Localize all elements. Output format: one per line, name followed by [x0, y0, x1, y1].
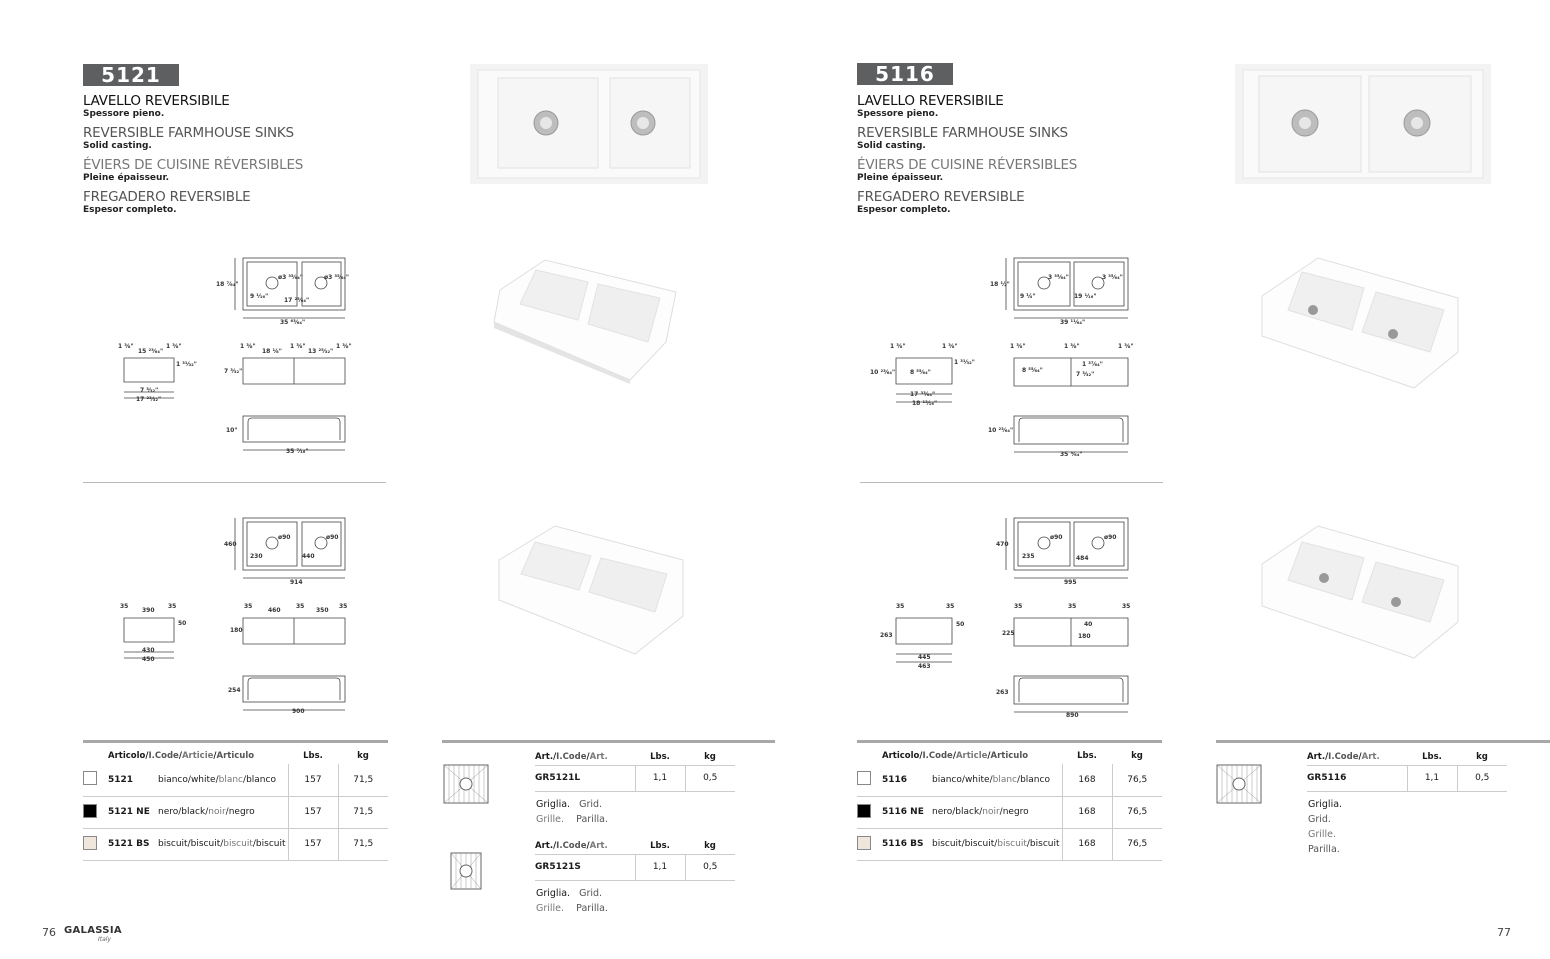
row-lbs: 157 [288, 828, 338, 860]
title-it: LAVELLO REVERSIBILE [857, 93, 1004, 109]
accessory-description-right: Griglia. Grid. Grille. Parilla. [1308, 799, 1343, 855]
dim-d1: 1 ³¹⁄₃₂" [176, 361, 197, 368]
brand-sub: Italy [98, 936, 112, 943]
color-swatch-black [83, 804, 97, 818]
dim-mm-d3: 40 [1084, 621, 1093, 628]
dim-mm-d1: 50 [956, 621, 965, 628]
table-top-rule [83, 740, 388, 743]
dim-s2: 15 ²³⁄₆₄" [138, 348, 164, 355]
acc-code: GR5121S [535, 854, 635, 880]
title-es: FREGADERO REVERSIBLE [857, 189, 1025, 205]
dim-s1: 1 ³⁄₈" [118, 343, 134, 350]
subtitle-it: Spessore pieno. [83, 109, 165, 119]
dim-s5: 18 ¹⁄₈" [262, 348, 282, 355]
dim-side-w2: 18 ¹³⁄₁₆" [912, 400, 938, 407]
dim-x1: 9 ¼" [1020, 293, 1036, 300]
dim-mm-top-height: 470 [996, 541, 1009, 548]
dim-d2: 7 ³⁄₃₂" [224, 368, 243, 375]
dim-mm-side-w2: 463 [918, 663, 931, 670]
row-color: biscuit/biscuit/biscuit/biscuit [932, 828, 1062, 860]
title-es: FREGADERO REVERSIBLE [83, 189, 251, 205]
grid-accessory-small-icon [450, 852, 482, 890]
acc-kg: 0,5 [685, 854, 735, 880]
dim-mm-d4: 180 [1078, 633, 1091, 640]
dim-mm-top-height: 460 [224, 541, 237, 548]
mm-technical-drawing-right [866, 510, 1146, 722]
dim-mm-hole1: ø90 [1050, 534, 1063, 541]
acc-kg: 0,5 [1457, 765, 1507, 791]
dim-mm-s1: 35 [120, 603, 129, 610]
dim-mm-s7: 350 [316, 607, 329, 614]
dim-top-height: 18 ½" [990, 281, 1010, 288]
product-table-right [857, 750, 1162, 861]
color-swatch-biscuit [857, 836, 871, 850]
accessory-top-rule-right [1216, 740, 1550, 743]
acc-header-lbs: Lbs. [1422, 752, 1442, 763]
accessory-table-2 [535, 841, 735, 881]
dim-top-width: 35 ⁶³⁄₆₄" [280, 319, 306, 326]
dim-mm-s8: 35 [339, 603, 348, 610]
accessory-table-1 [535, 752, 735, 792]
dim-x2: 17 ²³⁄₆₄" [284, 297, 310, 304]
dim-d2: 8 ⁵⁵⁄₆₄" [910, 369, 931, 376]
dim-s1: 1 ³⁄₈" [890, 343, 906, 350]
dim-hole1: ø3 ³⁵⁄₆₄" [278, 274, 304, 281]
dim-s4: 1 ³⁄₈" [1064, 343, 1080, 350]
table-row [83, 796, 388, 828]
dim-mm-x1: 235 [1022, 553, 1035, 560]
dim-mm-hole2: ø90 [326, 534, 339, 541]
table-header-kg: kg [1131, 750, 1143, 761]
dim-mm-s1: 35 [896, 603, 905, 610]
dim-x1: 9 ¹⁄₁₆" [250, 293, 269, 300]
dim-d4: 8 ⁵⁵⁄₆₄" [1022, 367, 1043, 374]
row-code: 5121 NE [108, 796, 158, 828]
row-code: 5121 [108, 764, 158, 796]
table-header-lbs: Lbs. [303, 750, 323, 761]
dim-mm-d2: 180 [230, 627, 243, 634]
dim-mm-x1: 230 [250, 553, 263, 560]
subtitle-en: Solid casting. [83, 141, 152, 151]
inch-technical-drawing [110, 250, 390, 460]
product-code-badge: 5121 [83, 64, 179, 86]
table-header-article: Articolo/I.Code/Articie/Articulo [108, 750, 255, 761]
row-color: bianco/white/blanc/blanco [158, 764, 288, 796]
acc-header-kg: kg [1476, 752, 1488, 763]
acc-code: GR5116 [1307, 765, 1407, 791]
dim-mm-s4: 35 [1068, 603, 1077, 610]
product-title-block-right [857, 94, 1177, 223]
dim-s6: 1 ³⁄₈" [290, 343, 306, 350]
table-row [857, 828, 1162, 860]
title-en: REVERSIBLE FARMHOUSE SINKS [857, 125, 1068, 141]
acc-code: GR5121L [535, 765, 635, 791]
subtitle-es: Espesor completo. [83, 205, 177, 215]
inch-technical-drawing-right [866, 250, 1146, 462]
dim-mm-s4: 35 [244, 603, 253, 610]
dim-mm-hole2: ø90 [1104, 534, 1117, 541]
table-row [535, 854, 735, 880]
subtitle-en: Solid casting. [857, 141, 926, 151]
dim-mm-s3: 35 [1014, 603, 1023, 610]
table-header-lbs: Lbs. [1077, 750, 1097, 761]
divider [83, 482, 386, 483]
dim-front-w: 35 ⁷⁄₁₆" [286, 448, 309, 455]
page-number-left: 76 [42, 926, 56, 939]
row-color: biscuit/biscuit/biscuit/biscuit [158, 828, 288, 860]
table-row [535, 765, 735, 791]
sink-top-view-photo-right [1235, 64, 1491, 184]
accessory-description-2: Griglia. Grid. Grille. Parilla. [536, 888, 608, 914]
dim-mm-hole1: ø90 [278, 534, 291, 541]
table-row [83, 828, 388, 860]
dim-s3: 1 ³⁄₈" [166, 343, 182, 350]
acc-header-article: Art./I.Code/Art. [535, 841, 608, 852]
page-number-right: 77 [1497, 926, 1511, 939]
dim-mm-s5: 35 [1122, 603, 1131, 610]
dim-s3: 1 ³⁄₈" [1010, 343, 1026, 350]
row-kg: 76,5 [1112, 796, 1162, 828]
dim-front-w: 35 ³⁄₆₄" [1060, 451, 1083, 458]
sink-top-view-photo [470, 64, 708, 184]
accessory-table-right [1307, 752, 1507, 792]
table-row [1307, 765, 1507, 791]
row-kg: 71,5 [338, 764, 388, 796]
acc-header-lbs: Lbs. [650, 752, 670, 763]
dim-d3: 1 ³⁷⁄₆₄" [1082, 361, 1103, 368]
row-code: 5116 NE [882, 796, 932, 828]
dim-mm-front-h: 254 [228, 687, 241, 694]
dim-hole2: 3 ³⁵⁄₆₄" [1102, 274, 1123, 281]
dim-mm-front-w: 900 [292, 708, 305, 715]
dim-mm-top-width: 995 [1064, 579, 1077, 586]
dim-side-w1: 17 ³³⁄₆₄" [910, 391, 936, 398]
dim-side-w2: 17 ²³⁄₃₂" [136, 396, 162, 403]
subtitle-es: Espesor completo. [857, 205, 951, 215]
dim-mm-top-width: 914 [290, 579, 303, 586]
product-code-badge-right: 5116 [857, 63, 953, 85]
dim-mm-side-h: 263 [880, 632, 893, 639]
dim-mm-front-w: 890 [1066, 712, 1079, 719]
dim-mm-side-w2: 450 [142, 656, 155, 663]
row-lbs: 168 [1062, 764, 1112, 796]
dim-mm-d1: 50 [178, 620, 187, 627]
acc-header-kg: kg [704, 752, 716, 763]
dim-hole2: ø3 ³⁵⁄₆₄" [324, 274, 350, 281]
subtitle-fr: Pleine épaisseur. [83, 173, 170, 183]
color-swatch-black [857, 804, 871, 818]
acc-header-lbs: Lbs. [650, 841, 670, 852]
row-color: nero/black/noir/negro [932, 796, 1062, 828]
dim-hole1: 3 ³⁵⁄₆₄" [1048, 274, 1069, 281]
dim-mm-side-w1: 430 [142, 647, 155, 654]
row-code: 5121 BS [108, 828, 158, 860]
dim-mm-s5: 460 [268, 607, 281, 614]
dim-front-h: 10" [226, 427, 238, 434]
title-it: LAVELLO REVERSIBILE [83, 93, 230, 109]
acc-header-article: Art./I.Code/Art. [535, 752, 608, 763]
dim-mm-x2: 440 [302, 553, 315, 560]
dim-x2: 19 ¹⁄₁₆" [1074, 293, 1097, 300]
dim-d5: 7 ³⁄₃₂" [1076, 371, 1095, 378]
subtitle-fr: Pleine épaisseur. [857, 173, 944, 183]
color-swatch-white [857, 771, 871, 785]
dim-mm-front-h: 263 [996, 689, 1009, 696]
grid-accessory-icon-right [1216, 764, 1262, 804]
row-lbs: 157 [288, 764, 338, 796]
color-swatch-white [83, 771, 97, 785]
row-lbs: 168 [1062, 828, 1112, 860]
dim-mm-s2: 390 [142, 607, 155, 614]
row-lbs: 168 [1062, 796, 1112, 828]
dim-mm-x2: 484 [1076, 555, 1089, 562]
dim-top-width: 39 ¹¹⁄₆₄" [1060, 319, 1086, 326]
dim-mm-s3: 35 [168, 603, 177, 610]
product-title-block [83, 94, 403, 223]
acc-header-article: Art./I.Code/Art. [1307, 752, 1380, 763]
sink-perspective-photo [490, 252, 680, 384]
subtitle-it: Spessore pieno. [857, 109, 939, 119]
dim-s7: 13 ²⁵⁄₃₂" [308, 348, 334, 355]
product-table [83, 750, 388, 861]
grid-accessory-large-icon [443, 764, 489, 804]
dim-s5: 1 ³⁄₈" [1118, 343, 1134, 350]
divider-right [860, 482, 1163, 483]
row-color: bianco/white/blanc/blanco [932, 764, 1062, 796]
dim-s8: 1 ³⁄₈" [336, 343, 352, 350]
dim-side-h: 10 ²³⁄₆₄" [870, 369, 896, 376]
table-header-article: Articolo/I.Code/Article/Articulo [882, 750, 1029, 761]
sink-perspective-photo-right-alt [1258, 520, 1463, 660]
dim-s4: 1 ³⁄₈" [240, 343, 256, 350]
table-row [857, 764, 1162, 796]
sink-perspective-photo-alt [495, 520, 685, 655]
acc-header-kg: kg [704, 841, 716, 852]
sink-perspective-photo-right [1258, 252, 1463, 390]
color-swatch-biscuit [83, 836, 97, 850]
title-fr: ÉVIERS DE CUISINE RÉVERSIBLES [857, 157, 1078, 173]
accessory-description-1: Griglia. Grid. Grille. Parilla. [536, 799, 608, 825]
row-code: 5116 [882, 764, 932, 796]
dim-d1: 1 ³¹⁄₃₂" [954, 359, 975, 366]
dim-side-w1: 7 ³⁄₃₂" [140, 387, 159, 394]
acc-kg: 0,5 [685, 765, 735, 791]
dim-mm-d2: 225 [1002, 630, 1015, 637]
dim-mm-s2: 35 [946, 603, 955, 610]
row-kg: 76,5 [1112, 828, 1162, 860]
dim-top-height: 18 ⁷⁄₆₄" [216, 281, 239, 288]
table-top-rule-right [857, 740, 1162, 743]
brand-logo: GALASSIA [64, 925, 122, 936]
table-row [857, 796, 1162, 828]
row-kg: 76,5 [1112, 764, 1162, 796]
row-color: nero/black/noir/negro [158, 796, 288, 828]
acc-lbs: 1,1 [635, 765, 685, 791]
acc-lbs: 1,1 [635, 854, 685, 880]
dim-mm-s6: 35 [296, 603, 305, 610]
title-fr: ÉVIERS DE CUISINE RÉVERSIBLES [83, 157, 304, 173]
row-lbs: 157 [288, 796, 338, 828]
row-kg: 71,5 [338, 828, 388, 860]
table-header-kg: kg [357, 750, 369, 761]
dim-front-h: 10 ²³⁄₆₄" [988, 427, 1014, 434]
title-en: REVERSIBLE FARMHOUSE SINKS [83, 125, 294, 141]
row-kg: 71,5 [338, 796, 388, 828]
dim-mm-side-w1: 445 [918, 654, 931, 661]
row-code: 5116 BS [882, 828, 932, 860]
accessory-top-rule [442, 740, 775, 743]
mm-technical-drawing [110, 510, 390, 720]
acc-lbs: 1,1 [1407, 765, 1457, 791]
dim-s2: 1 ³⁄₈" [942, 343, 958, 350]
table-row [83, 764, 388, 796]
